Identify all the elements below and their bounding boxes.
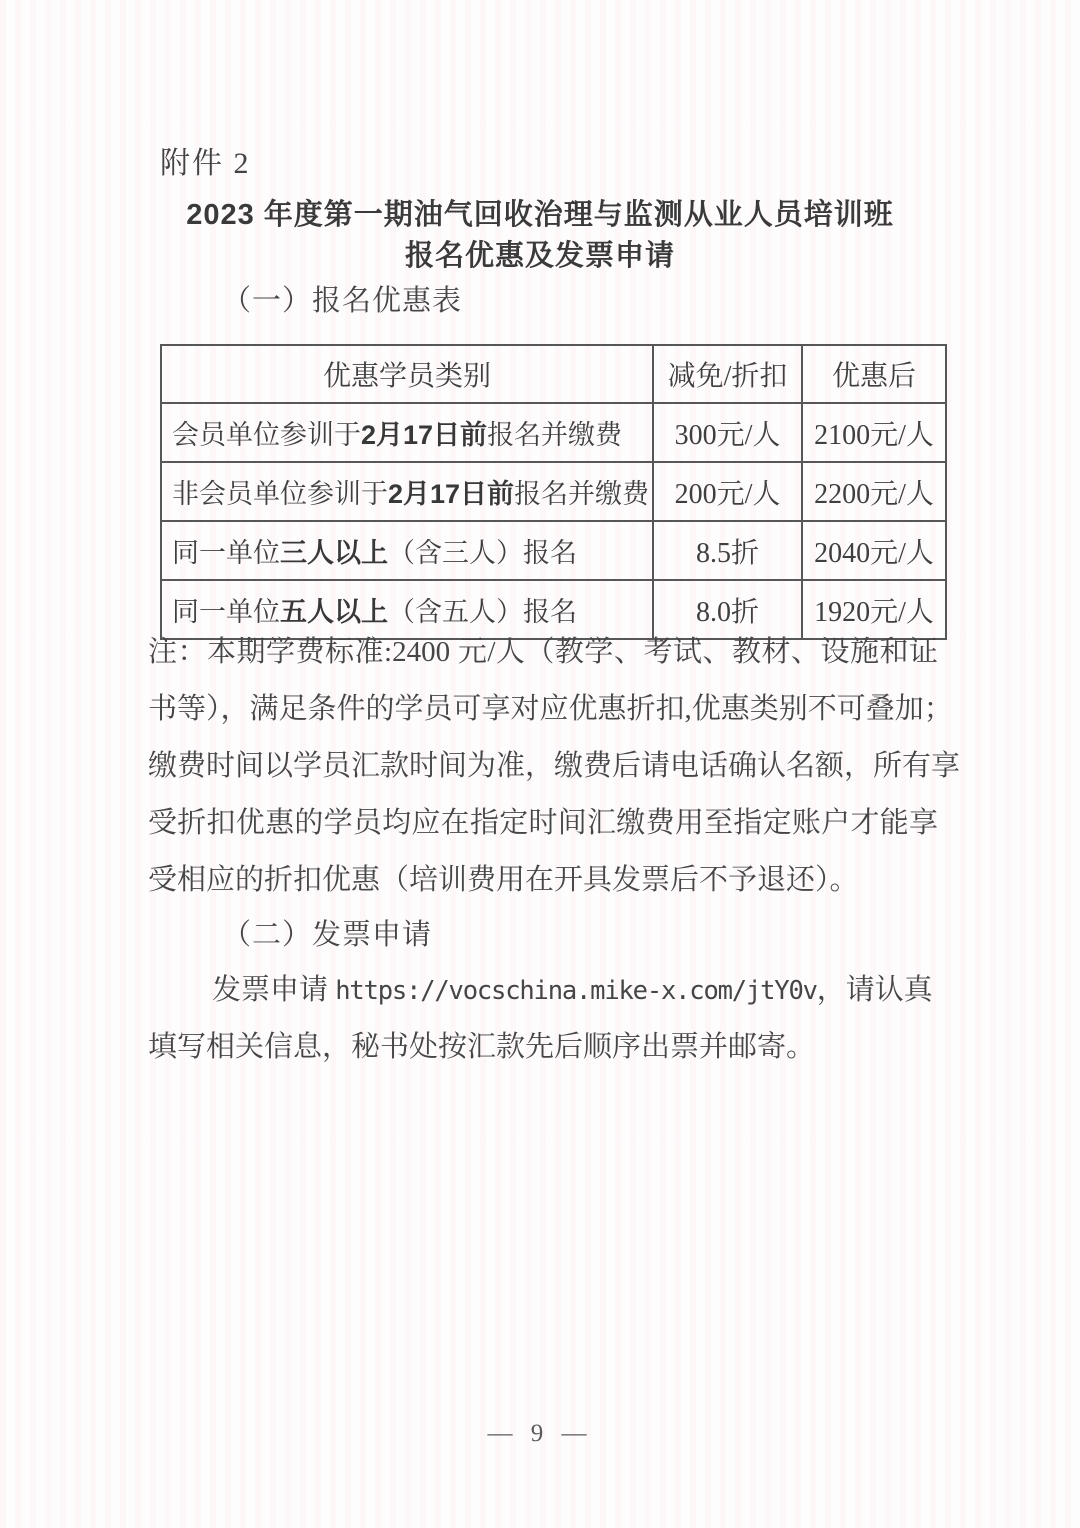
cell-category [161,403,653,462]
cell-price-after: 2200元/人 [802,462,946,521]
cell-price-after: 2040元/人 [802,521,946,580]
attachment-label: 附件 2 [160,147,251,180]
text-segment: 发票申请 [212,974,336,1006]
cell-discount: 300元/人 [653,403,802,462]
cell-discount: 8.5折 [653,521,802,580]
text-segment: 填写相关信息，秘书处按汇款先后顺序出票并邮寄。 [148,1031,816,1063]
header-discount: 减免/折扣 [653,345,802,403]
table-header-row [161,345,946,403]
table-row [161,521,946,580]
cell-price-after: 2100元/人 [802,403,946,462]
note-line: 受相应的折扣优惠（培训费用在开具发票后不予退还）。 [148,864,859,896]
invoice-paragraph [148,962,948,1076]
note-paragraph [148,624,961,909]
cell-price-after: 1920元/人 [802,580,946,639]
cell-discount: 200元/人 [653,462,802,521]
text-segment: 报名并缴费 [514,479,650,509]
text-segment: 同一单位 [172,597,280,627]
discount-table [160,344,947,640]
document-title-line1: 2023 年度第一期油气回收治理与监测从业人员培训班 [186,199,894,231]
text-segment: （含三人）报名 [388,538,577,568]
cell-category [161,462,653,521]
header-category: 优惠学员类别 [161,345,653,403]
section-heading-invoice: （二）发票申请 [222,919,433,951]
page-number: — 9 — [487,1420,593,1447]
table-body [161,403,946,639]
text-segment: 报名并缴费 [487,420,623,450]
text-segment: ，请认真 [816,974,933,1006]
note-line: 书等），满足条件的学员可享对应优惠折扣,优惠类别不可叠加； [148,693,953,725]
note-line: 缴费时间以学员汇款时间为准，缴费后请电话确认名额，所有享 [148,750,961,782]
cell-category [161,521,653,580]
text-segment: 会员单位参训于 [172,420,361,450]
text-segment: 同一单位 [172,538,280,568]
note-line: 注：本期学费标准:2400 元/人（教学、考试、教材、设施和证 [148,636,938,668]
text-segment: 2月17日前 [388,479,515,509]
header-price-after: 优惠后 [802,345,946,403]
note-line: 受折扣优惠的学员均应在指定时间汇缴费用至指定账户才能享 [148,807,938,839]
text-segment: 五人以上 [280,597,388,627]
cell-discount: 8.0折 [653,580,802,639]
table-row [161,462,946,521]
text-segment: 2月17日前 [361,420,488,450]
invoice-line [148,962,948,1019]
document-title-line2: 报名优惠及发票申请 [404,240,675,272]
text-segment: 非会员单位参训于 [172,479,388,509]
invoice-line [148,1019,948,1076]
text-segment: 三人以上 [280,538,388,568]
section-heading-discount-table: （一）报名优惠表 [222,285,463,317]
text-segment: （含五人）报名 [388,597,577,627]
invoice-url-text: https://vocschina.mike-x.com/jtY0v [335,976,817,1006]
table-row [161,403,946,462]
